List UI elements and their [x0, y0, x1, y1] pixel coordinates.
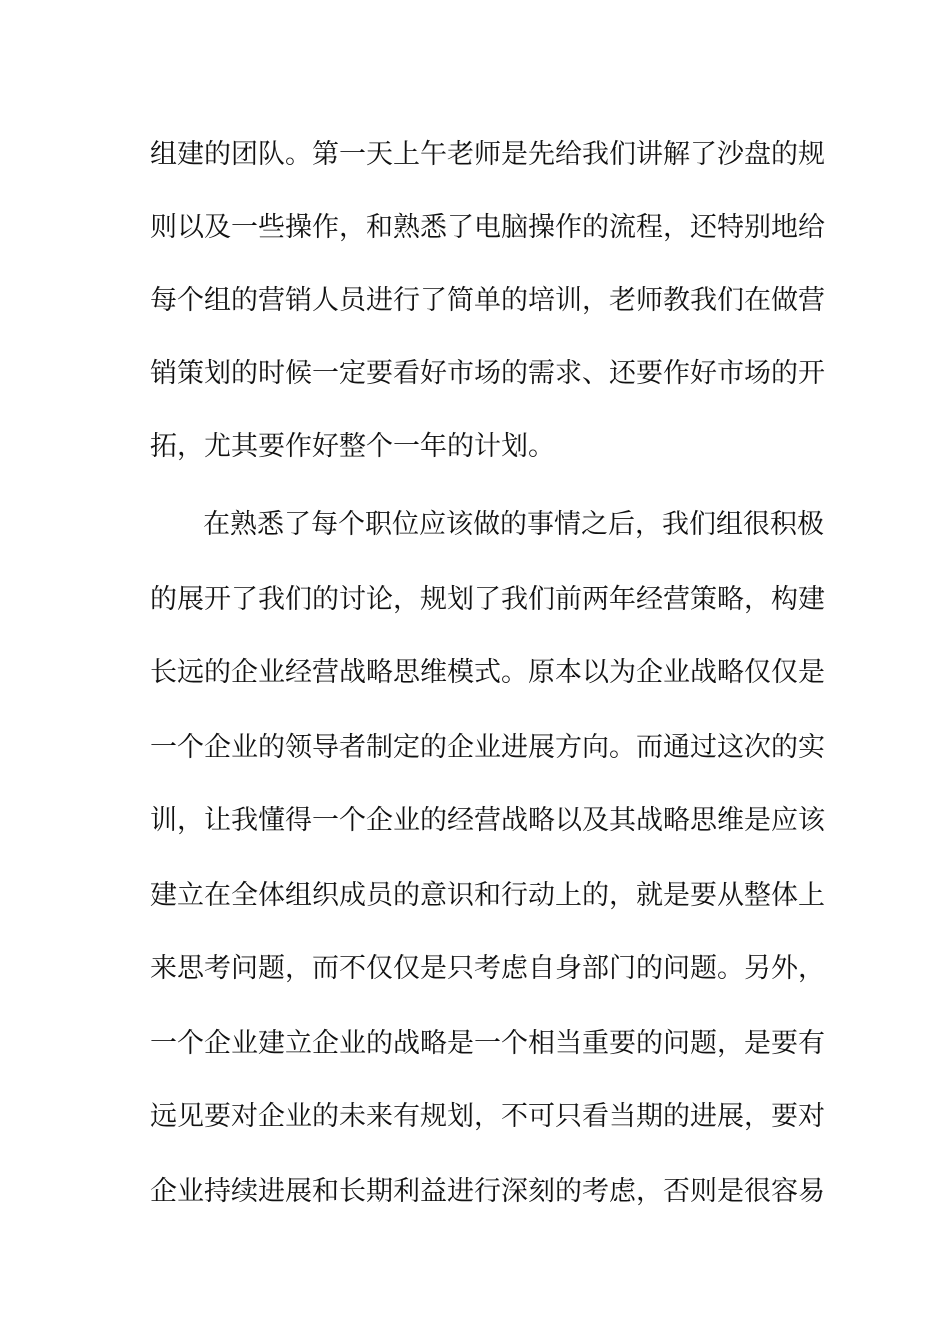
text-line: 长远的企业经营战略思维模式。原本以为企业战略仅仅是	[150, 657, 825, 688]
text-line: 建立在全体组织成员的意识和行动上的，就是要从整体上	[150, 880, 825, 911]
text-line: 来思考问题，而不仅仅是只考虑自身部门的问题。另外，	[150, 953, 825, 984]
text-line: 一个企业的领导者制定的企业进展方向。而通过这次的实	[150, 732, 825, 763]
text-line: 组建的团队。第一天上午老师是先给我们讲解了沙盘的规	[150, 139, 825, 170]
text-line: 销策划的时候一定要看好市场的需求、还要作好市场的开	[150, 358, 825, 389]
text-line: 每个组的营销人员进行了简单的培训，老师教我们在做营	[150, 285, 825, 316]
text-line: 企业持续进展和长期利益进行深刻的考虑，否则是很容易	[150, 1176, 825, 1207]
text-line: 拓，尤其要作好整个一年的计划。	[150, 431, 555, 462]
text-line: 远见要对企业的未来有规划，不可只看当期的进展，要对	[150, 1101, 825, 1132]
text-line: 一个企业建立企业的战略是一个相当重要的问题，是要有	[150, 1028, 825, 1059]
text-line: 在熟悉了每个职位应该做的事情之后，我们组很积极	[203, 509, 824, 540]
text-line: 则以及一些操作，和熟悉了电脑操作的流程，还特别地给	[150, 212, 825, 243]
text-line: 训，让我懂得一个企业的经营战略以及其战略思维是应该	[150, 805, 825, 836]
text-line: 的展开了我们的讨论，规划了我们前两年经营策略，构建	[150, 584, 825, 615]
